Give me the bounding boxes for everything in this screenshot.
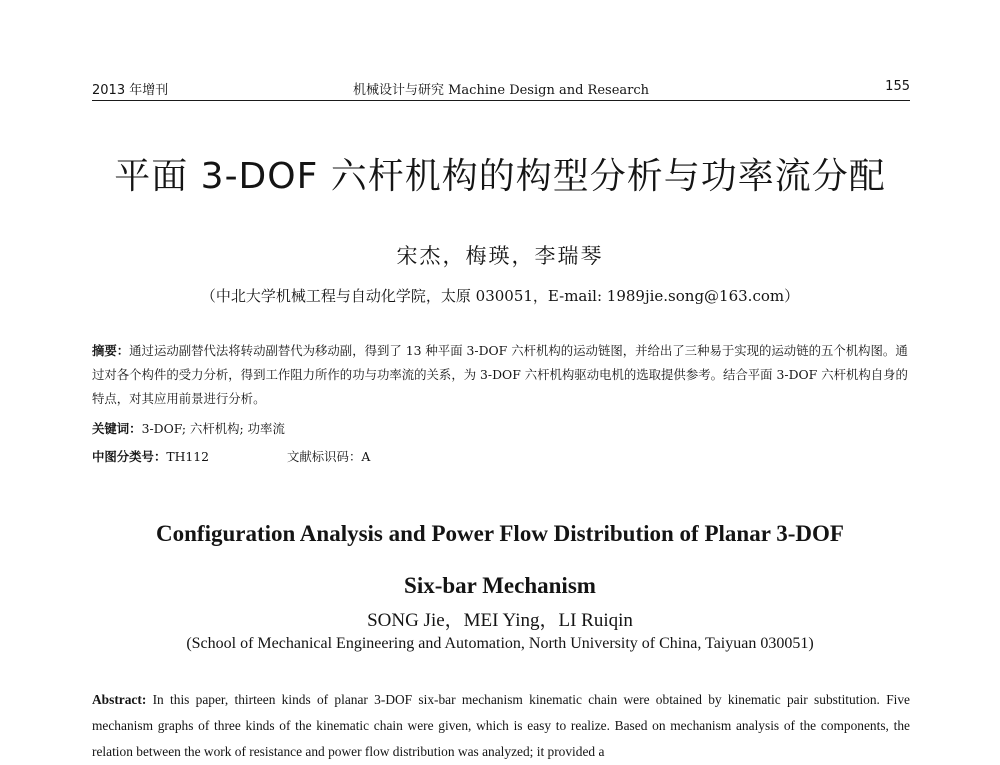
abstract-english (92, 687, 910, 765)
journal-name: 机械设计与研究 Machine Design and Research (352, 83, 650, 98)
document-code (287, 447, 370, 465)
abstract-label-chinese: 摘要： (92, 343, 130, 358)
title-english-line-1: Configuration Analysis and Power Flow Distribution of Planar 3-DOF (156, 521, 844, 546)
abstract-text-english: In this paper, thirteen kinds of planar 3-DOF six-bar mechanism kinematic chain were obtained by kinematic pair substitution. Five mechanism graphs of three kinds of the kinematic chain were given, which is easy to realize. Based on mechanism analysis of the components, the relation between the work of resistance and power flow distribution was analyzed; it provided a (92, 692, 910, 759)
authors-english: SONG Jie，MEI Ying，LI Ruiqin (367, 610, 633, 631)
affiliation-english: (School of Mechanical Engineering and Automation, North University of China, Taiyuan 030051) (186, 635, 814, 652)
abstract-text-chinese: 通过运动副替代法将转动副替代为移动副，得到了 13 种平面 3-DOF 六杆机构的运动链图，并给出了三种易于实现的运动链的五个机构图。通过对各个构件的受力分析，得到工作阻力所作的功与功率流的关系，为 3-DOF 六杆机构驱动电机的选取提供参考。结合平面 3-DOF 六杆机构自身的特点，对其应用前景进行分析。 (92, 343, 908, 406)
doc-code-label: 文献标识码： (287, 449, 362, 464)
affiliation-chinese: （中北大学机械工程与自动化学院，太原 030051，E-mail: 1989jie.song@163.com） (200, 287, 800, 305)
journal-issue: 2013 年增刊 (92, 83, 169, 98)
abstract-label-english: Abstract: (92, 692, 147, 707)
title-english (60, 508, 940, 612)
title-english-line-2: Six-bar Mechanism (404, 573, 596, 598)
classification-line (92, 447, 371, 465)
title-chinese: 平面 3-DOF 六杆机构的构型分析与功率流分配 (114, 156, 886, 197)
keywords-label: 关键词： (92, 421, 142, 436)
keywords-chinese (92, 419, 285, 437)
page-number: 155 (885, 79, 910, 94)
doc-code-value: A (361, 449, 371, 464)
header-rule (92, 100, 910, 101)
clc-label: 中图分类号： (92, 449, 167, 464)
authors-chinese: 宋杰，梅瑛，李瑞琴 (396, 244, 604, 268)
clc-value: TH112 (166, 449, 210, 464)
keywords-text: 3-DOF; 六杆机构; 功率流 (141, 421, 285, 436)
abstract-chinese (92, 339, 910, 411)
running-header (92, 79, 910, 99)
